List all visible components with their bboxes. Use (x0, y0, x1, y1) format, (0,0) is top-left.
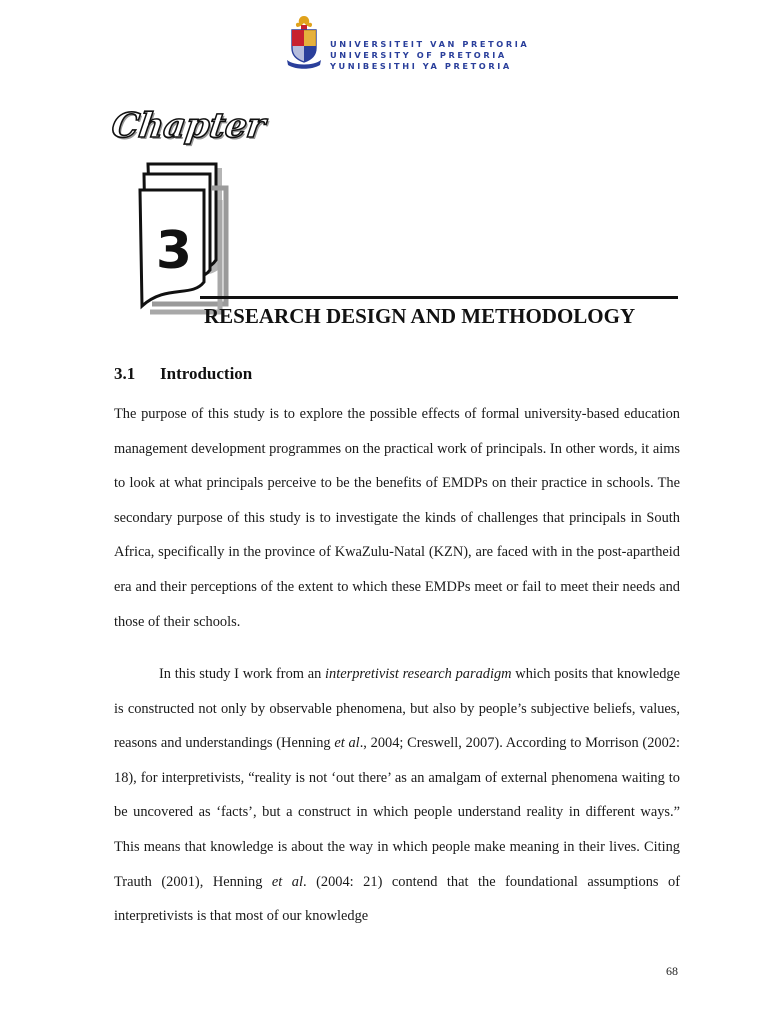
university-crest-icon (284, 14, 324, 72)
logo-line-english: UNIVERSITY OF PRETORIA (330, 50, 507, 60)
section-title: Introduction (160, 364, 253, 383)
chapter-number: 3 (155, 221, 193, 281)
chapter-title: RESEARCH DESIGN AND METHODOLOGY (204, 304, 636, 328)
page-number: 68 (666, 964, 678, 978)
university-logo (284, 14, 530, 74)
citation-et-al: et al (334, 735, 360, 752)
paragraph-introduction: The purpose of this study is to explore the possible effects of formal university-based education management development programmes on the practical work of principals. In other words, it aims to look at what principals perceive to be the benefits of EMDPs on their practice in schools. The secondary purpose of this study is to investigate the kinds of challenges that principals in South Africa, specifically in the province of KwaZulu-Natal (KZN), are faced with in the post-apartheid era and their perceptions of the extent to which these EMDPs meet or fail to meet their needs and those of their schools. (114, 406, 680, 630)
section-number: 3.1 (114, 364, 136, 383)
paragraph-paradigm (114, 657, 680, 934)
paragraph-text: ., 2004; Creswell, 2007). According to Morrison (2002: 18), for interpretivists, “reality is not ‘out there’ as an amalgam of external phenomena waiting to be uncovered as ‘facts’, but a construct in which people understand reality in different ways.” This means that knowledge is about the way in which people make meaning in their lives. Citing Trauth (2001), Henning (114, 735, 680, 890)
paragraph-text: In this study I work from an (159, 666, 326, 682)
paragraph-text: . (2004: 21) contend that the foundational assumptions of interpretivists is that most of our knowledge (114, 873, 680, 925)
chapter-title-rule (200, 296, 678, 299)
logo-line-afrikaans: UNIVERSITEIT VAN PRETORIA (330, 39, 530, 49)
section-heading (114, 364, 252, 384)
logo-line-sepedi: YUNIBESITHI YA PRETORIA (330, 61, 512, 71)
paragraph-emphasis: interpretivist research paradigm (325, 666, 512, 682)
paragraph-text: which posits that knowledge is constructed not only by observable phenomena, but also by people’s subjective beliefs, values, reasons and understandings (Henning (114, 666, 680, 752)
chapter-word: Chapter (109, 106, 268, 146)
citation-et-al: et al (271, 873, 303, 890)
